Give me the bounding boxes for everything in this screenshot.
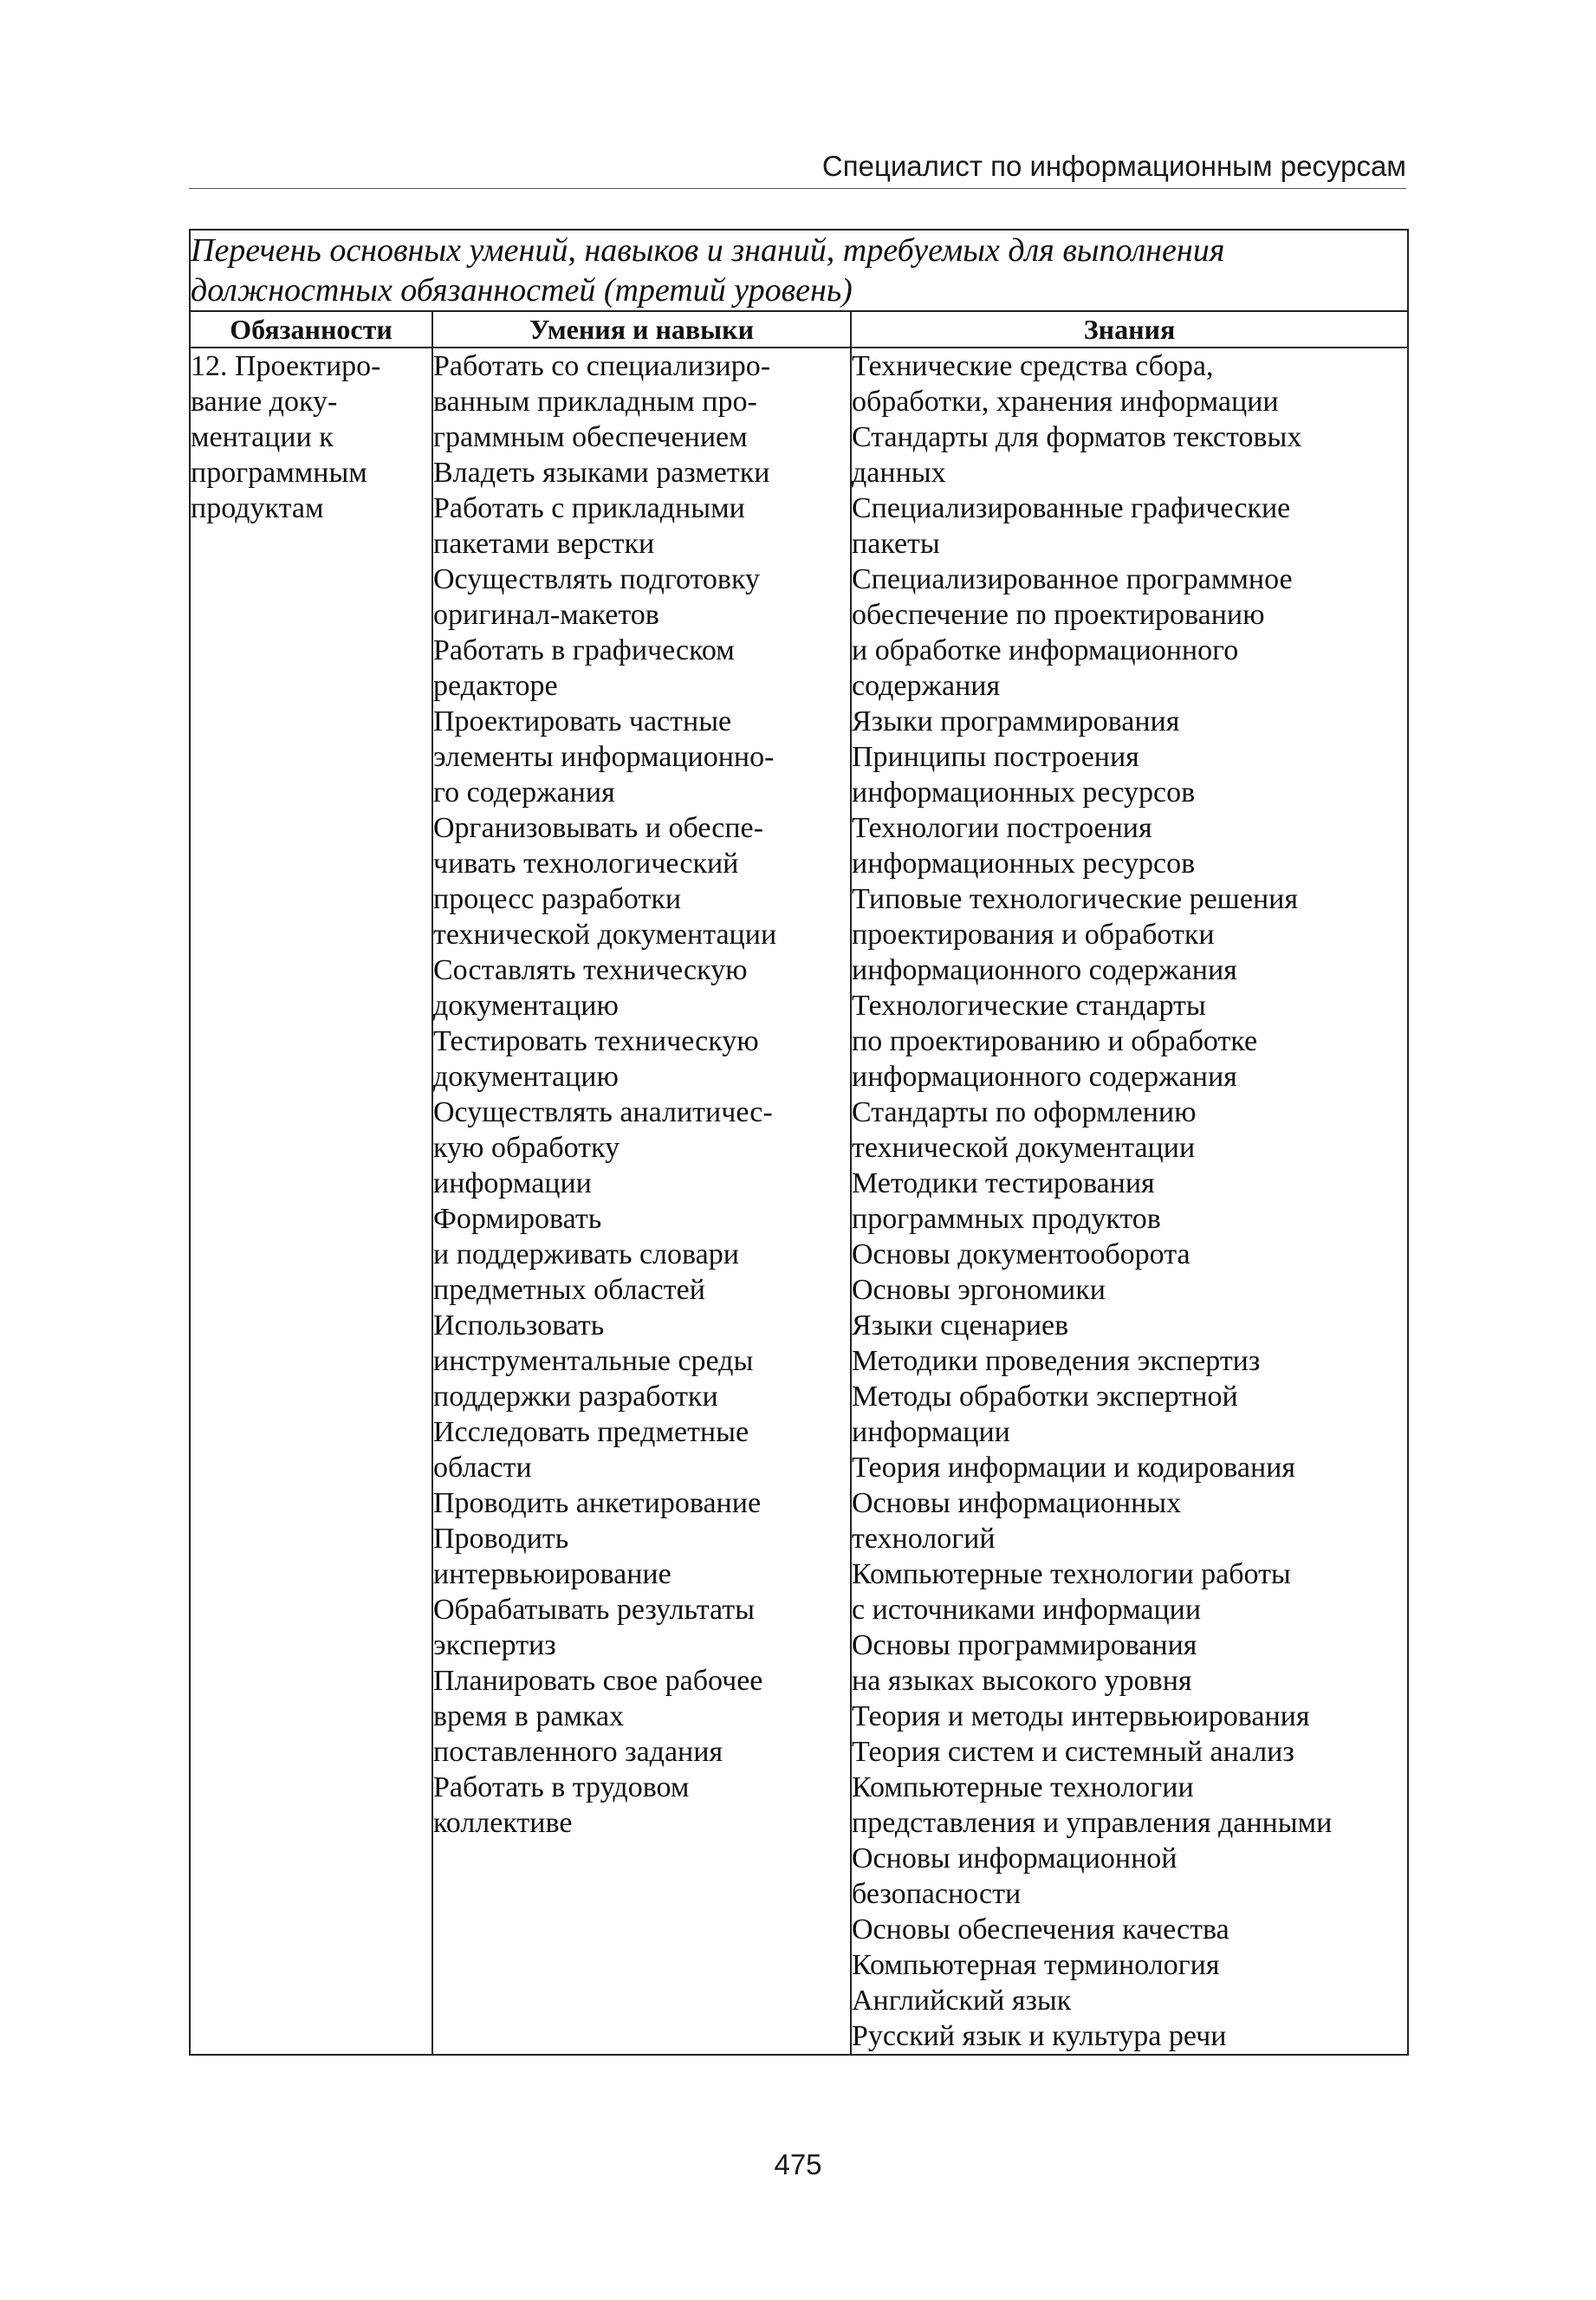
skill-line: время в рамках [433, 1700, 625, 1732]
knowledge-line: Основы информационных [852, 1487, 1182, 1519]
knowledge-line: Стандарты для форматов текстовых [852, 421, 1302, 453]
knowledge-line: на языках высокого уровня [852, 1665, 1192, 1697]
skill-line: Осуществлять аналитичес- [433, 1096, 773, 1128]
knowledge-line: Основы программирования [852, 1629, 1197, 1661]
skill-line: Составлять техническую [433, 954, 748, 986]
skill-line: Тестировать техническую [433, 1025, 759, 1057]
knowledge-line: Стандарты по оформлению [852, 1096, 1197, 1128]
skill-line: Проводить [433, 1523, 569, 1555]
knowledge-line: Теория и методы интервьюирования [852, 1700, 1310, 1732]
skill-line: Формировать [433, 1203, 602, 1235]
skill-line: инструментальные среды [433, 1345, 754, 1377]
table-caption [190, 230, 1408, 311]
knowledge-line: обработки, хранения информации [852, 386, 1279, 418]
knowledge-line: Теория информации и кодирования [852, 1452, 1295, 1484]
caption-row [190, 230, 1408, 311]
skill-line: области [433, 1452, 532, 1484]
skill-line: документацию [433, 990, 619, 1022]
skill-line: коллективе [433, 1807, 573, 1839]
skill-line: Осуществлять подготовку [433, 563, 761, 595]
caption-line: должностных обязанностей (третий уровень) [191, 272, 853, 309]
knowledge-line: Языки программирования [852, 705, 1180, 737]
knowledge-line: Основы обеспечения качества [852, 1913, 1229, 1946]
skill-line: предметных областей [433, 1274, 705, 1306]
skill-line: поддержки разработки [433, 1381, 718, 1413]
skill-line: кую обработку [433, 1132, 620, 1164]
skill-line: Обрабатывать результаты [433, 1594, 755, 1626]
knowledge-line: и обработке информационного [852, 634, 1239, 666]
knowledge-line: пакеты [852, 528, 940, 560]
skill-line: граммным обеспечением [433, 421, 748, 453]
skill-line: Планировать свое рабочее [433, 1665, 763, 1697]
skill-line: Владеть языками разметки [433, 457, 770, 489]
column-header-duties: Обязанности [190, 311, 432, 348]
skills-cell [432, 348, 851, 2055]
knowledge-line: Компьютерные технологии работы [852, 1558, 1291, 1590]
knowledge-line: Технологические стандарты [852, 990, 1206, 1022]
skill-line: процесс разработки [433, 883, 682, 915]
duties-cell [190, 348, 432, 2055]
skill-line: Работать в графическом [433, 634, 735, 666]
knowledge-line: по проектированию и обработке [852, 1025, 1258, 1057]
knowledge-line: Технические средства сбора, [852, 350, 1214, 382]
skill-line: Организовывать и обеспе- [433, 812, 763, 844]
knowledge-line: данных [852, 457, 946, 489]
skill-line: Работать в трудовом [433, 1771, 690, 1803]
skill-line: информации [433, 1167, 592, 1199]
knowledge-line: технологий [852, 1523, 996, 1555]
knowledge-line: Специализированное программное [852, 563, 1293, 595]
knowledge-line: Основы документооборота [852, 1238, 1191, 1270]
skill-line: Проектировать частные [433, 705, 732, 737]
skill-line: Проводить анкетирование [433, 1487, 762, 1519]
column-header-knowledge: Знания [851, 311, 1408, 348]
knowledge-line: Специализированные графические [852, 492, 1291, 524]
knowledge-line: Методики тестирования [852, 1167, 1155, 1199]
knowledge-line: обеспечение по проектированию [852, 599, 1265, 631]
page-number: 475 [774, 2148, 822, 2180]
caption-line: Перечень основных умений, навыков и знаний, требуемых для выполнения [191, 232, 1225, 269]
knowledge-line: проектирования и обработки [852, 919, 1215, 951]
skill-line: Исследовать предметные [433, 1416, 749, 1448]
knowledge-line: Русский язык и культура речи [852, 2020, 1227, 2052]
column-header-skills: Умения и навыки [432, 311, 851, 348]
duty-line: программным [191, 457, 367, 489]
skill-line: и поддерживать словари [433, 1238, 739, 1270]
knowledge-line: представления и управления данными [852, 1807, 1333, 1839]
knowledge-line: информационных ресурсов [852, 848, 1196, 880]
knowledge-line: Языки сценариев [852, 1309, 1069, 1342]
skill-line: Использовать [433, 1309, 605, 1342]
knowledge-line: информационного содержания [852, 1061, 1237, 1093]
knowledge-line: технической документации [852, 1132, 1196, 1164]
duty-line: ментации к [191, 421, 334, 453]
skill-line: документацию [433, 1061, 619, 1093]
column-header-row [190, 311, 1408, 348]
knowledge-line: информационного содержания [852, 954, 1237, 986]
skill-line: редакторе [433, 670, 558, 702]
skill-line: пакетами верстки [433, 528, 655, 560]
knowledge-line: с источниками информации [852, 1594, 1202, 1626]
knowledge-line: программных продуктов [852, 1203, 1161, 1235]
running-head: Специалист по информационным ресурсам [821, 150, 1406, 182]
skill-line: го содержания [433, 776, 615, 809]
table-row [190, 348, 1408, 2055]
skill-line: Работать со специализиро- [433, 350, 771, 382]
knowledge-line: Методы обработки экспертной [852, 1381, 1238, 1413]
knowledge-line: Теория систем и системный анализ [852, 1736, 1294, 1768]
knowledge-line: Компьютерные технологии [852, 1771, 1194, 1803]
knowledge-line: Основы информационной [852, 1842, 1178, 1874]
skill-line: технической документации [433, 919, 777, 951]
duty-line: продуктам [191, 492, 324, 524]
knowledge-line: информационных ресурсов [852, 776, 1196, 809]
knowledge-line: содержания [852, 670, 1001, 702]
skill-line: поставленного задания [433, 1736, 723, 1768]
knowledge-line: Технологии построения [852, 812, 1152, 844]
knowledge-line: безопасности [852, 1878, 1022, 1910]
knowledge-line: Компьютерная терминология [852, 1949, 1220, 1981]
skill-line: экспертиз [433, 1629, 556, 1661]
duty-line: 12. Проектиро- [191, 350, 381, 382]
header-rule [189, 188, 1406, 189]
skill-line: элементы информационно- [433, 741, 775, 773]
competency-table [189, 229, 1409, 2056]
knowledge-line: Английский язык [852, 1985, 1072, 2017]
knowledge-line: Основы эргономики [852, 1274, 1106, 1306]
skill-line: чивать технологический [433, 848, 739, 880]
knowledge-cell [851, 348, 1408, 2055]
skill-line: оригинал-макетов [433, 599, 659, 631]
knowledge-line: Принципы построения [852, 741, 1139, 773]
skill-line: интервьюирование [433, 1558, 671, 1590]
skill-line: ванным прикладным про- [433, 386, 757, 418]
knowledge-line: информации [852, 1416, 1010, 1448]
knowledge-line: Методики проведения экспертиз [852, 1345, 1261, 1377]
knowledge-line: Типовые технологические решения [852, 883, 1298, 915]
duty-line: вание доку- [191, 386, 338, 418]
skill-line: Работать с прикладными [433, 492, 745, 524]
